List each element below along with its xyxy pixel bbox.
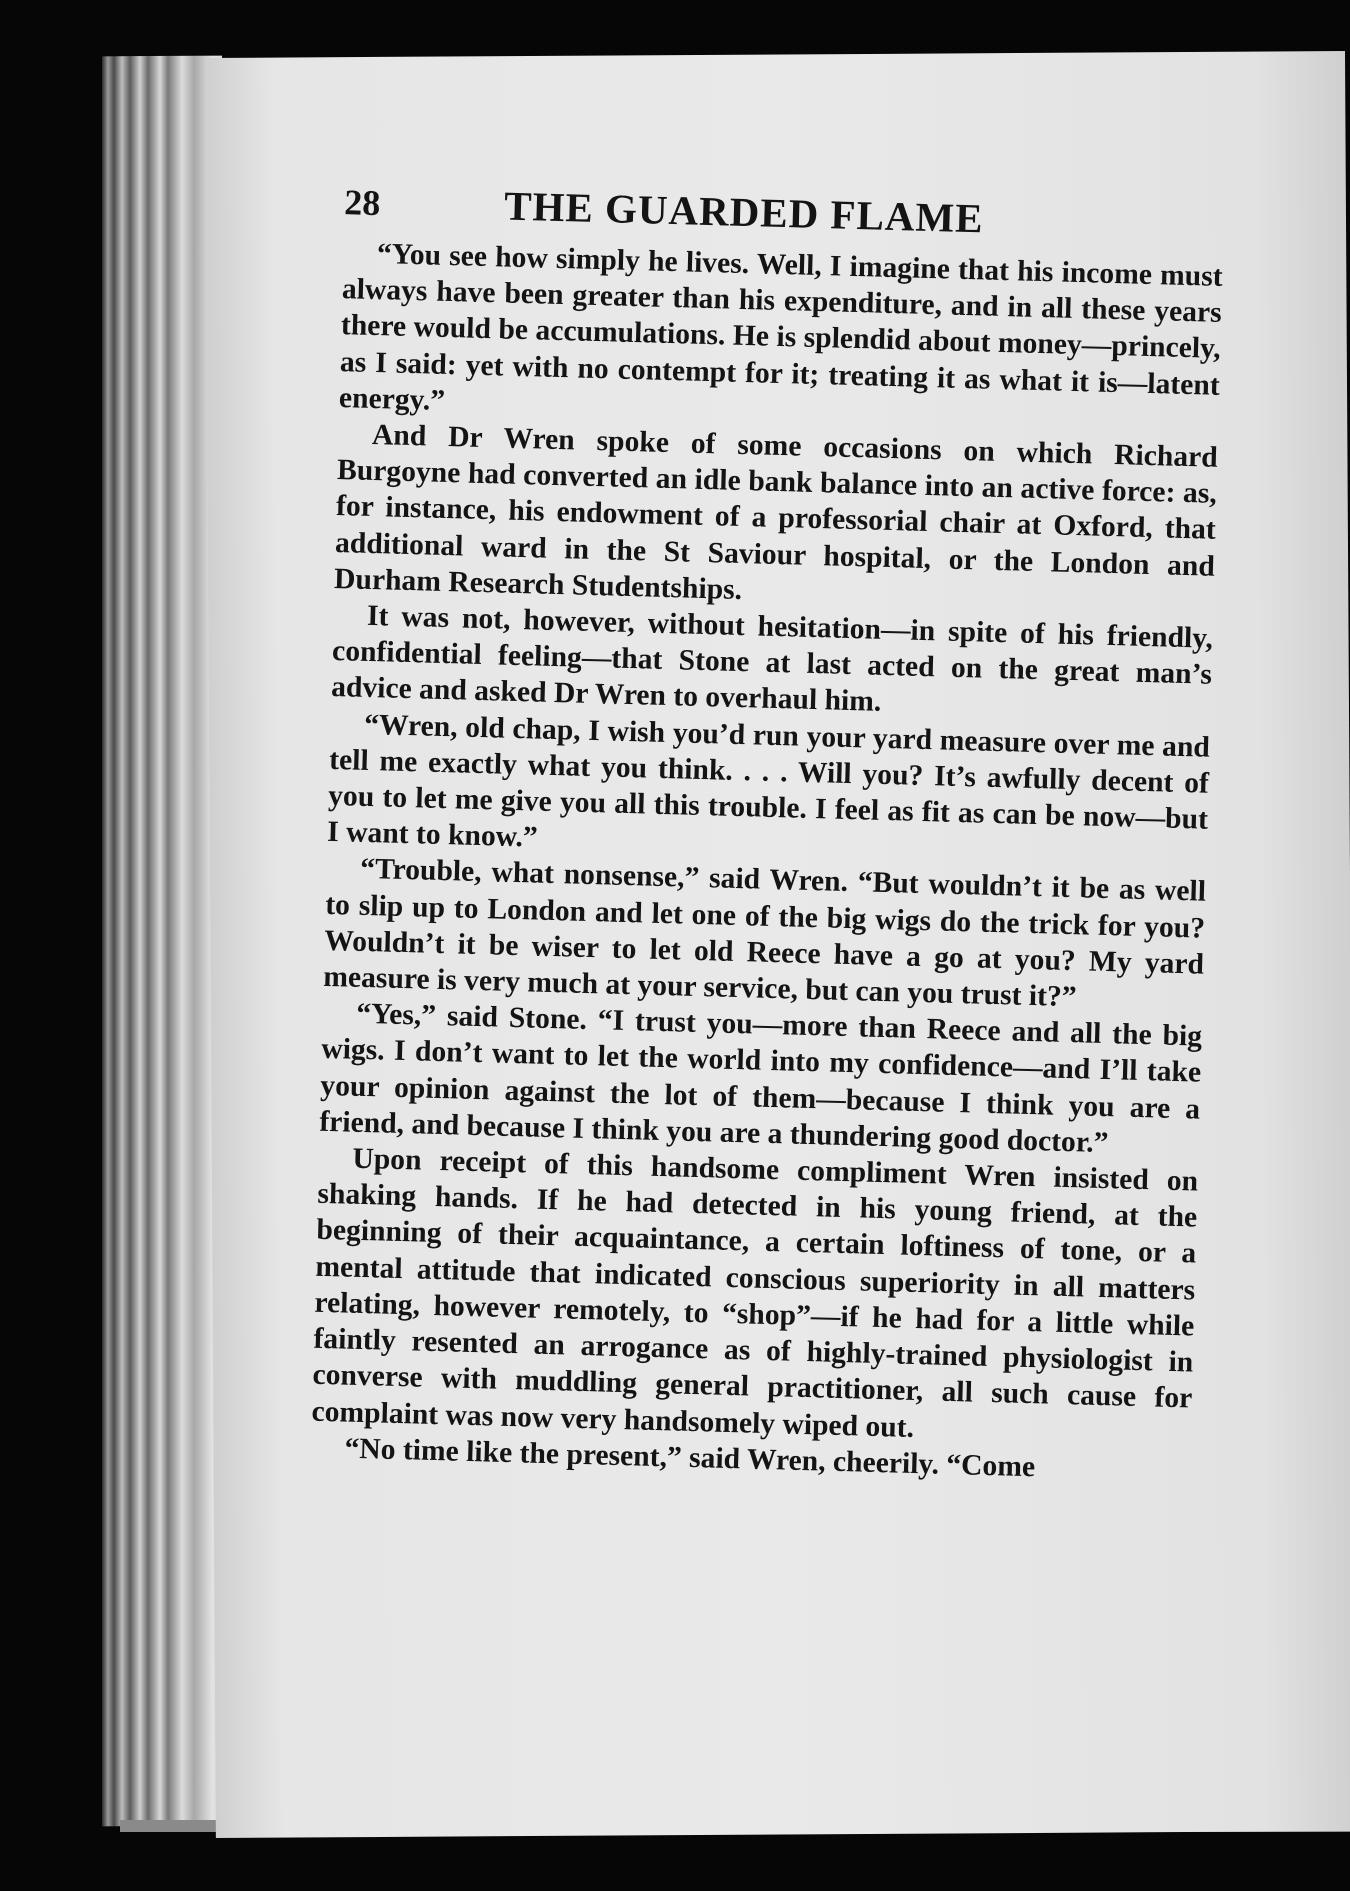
running-title: THE GUARDED FLAME (503, 182, 985, 242)
paragraph: “You see how simply he lives. Well, I imagine that his income must always have been greater than his expenditure, and in all these years there would be accumulations. He is splendid about money—princely, as I said: yet with no contempt for it; treating it as what it is—latent energy.” (338, 238, 1224, 417)
paragraph: “No time like the present,” said Wren, cheerily. “Come (344, 1432, 1036, 1483)
page-content (310, 155, 1225, 1489)
paragraph: “Yes,” said Stone. “I trust you—more than Reece and all the big wigs. I don’t want to let the world into my confidence—and I’ll take your opinion against the lot of them—because I think you are a friend, and because I think you are a thundering good doctor.” (319, 998, 1203, 1160)
book-page (205, 51, 1350, 1838)
page-number: 28 (343, 182, 381, 224)
paragraph: Upon receipt of this handsome compliment Wren insisted on shaking hands. If he had detected in his young friend, at the beginning of their acquaintance, a certain loftiness of tone, or a mental attitude that indicated conscious superiority in all matters relating, however remotely, to “shop”—if he had for a little while faintly resented an arrogance as of highly-trained physiologist in converse with muddling general practitioner, all such cause for complaint was now very handsomely wiped out. (311, 1142, 1199, 1444)
paragraph: It was not, however, without hesitation—in spite of his friendly, confidential feeling—that Stone at last acted on the great man’s advice and asked Dr Wren to overhaul him. (330, 599, 1214, 719)
paragraph: “Wren, old chap, I wish you’d run your yard measure over me and tell me exactly what you think. . . . Will you? It’s awfully decent of you to let me give you all this trouble. I feel as fit as can be now—but I want to know.” (326, 708, 1211, 854)
paragraph: And Dr Wren spoke of some occasions on which Richard Burgoyne had converted an idle bank balance into an active force: as, for instance, his endowment of a professorial chair at Oxford, that additional ward in the St Saviour hospital, or the London and Durham Research Studentships. (333, 418, 1219, 606)
page-edges (102, 56, 222, 1827)
paragraph: “Trouble, what nonsense,” said Wren. “But wouldn’t it be as well to slip up to London and let one of the big wigs do the trick for you? Wouldn’t it be wiser to let old Reece have a go at you? My yard measure is very much at your service, but can you trust it?” (322, 853, 1207, 1014)
